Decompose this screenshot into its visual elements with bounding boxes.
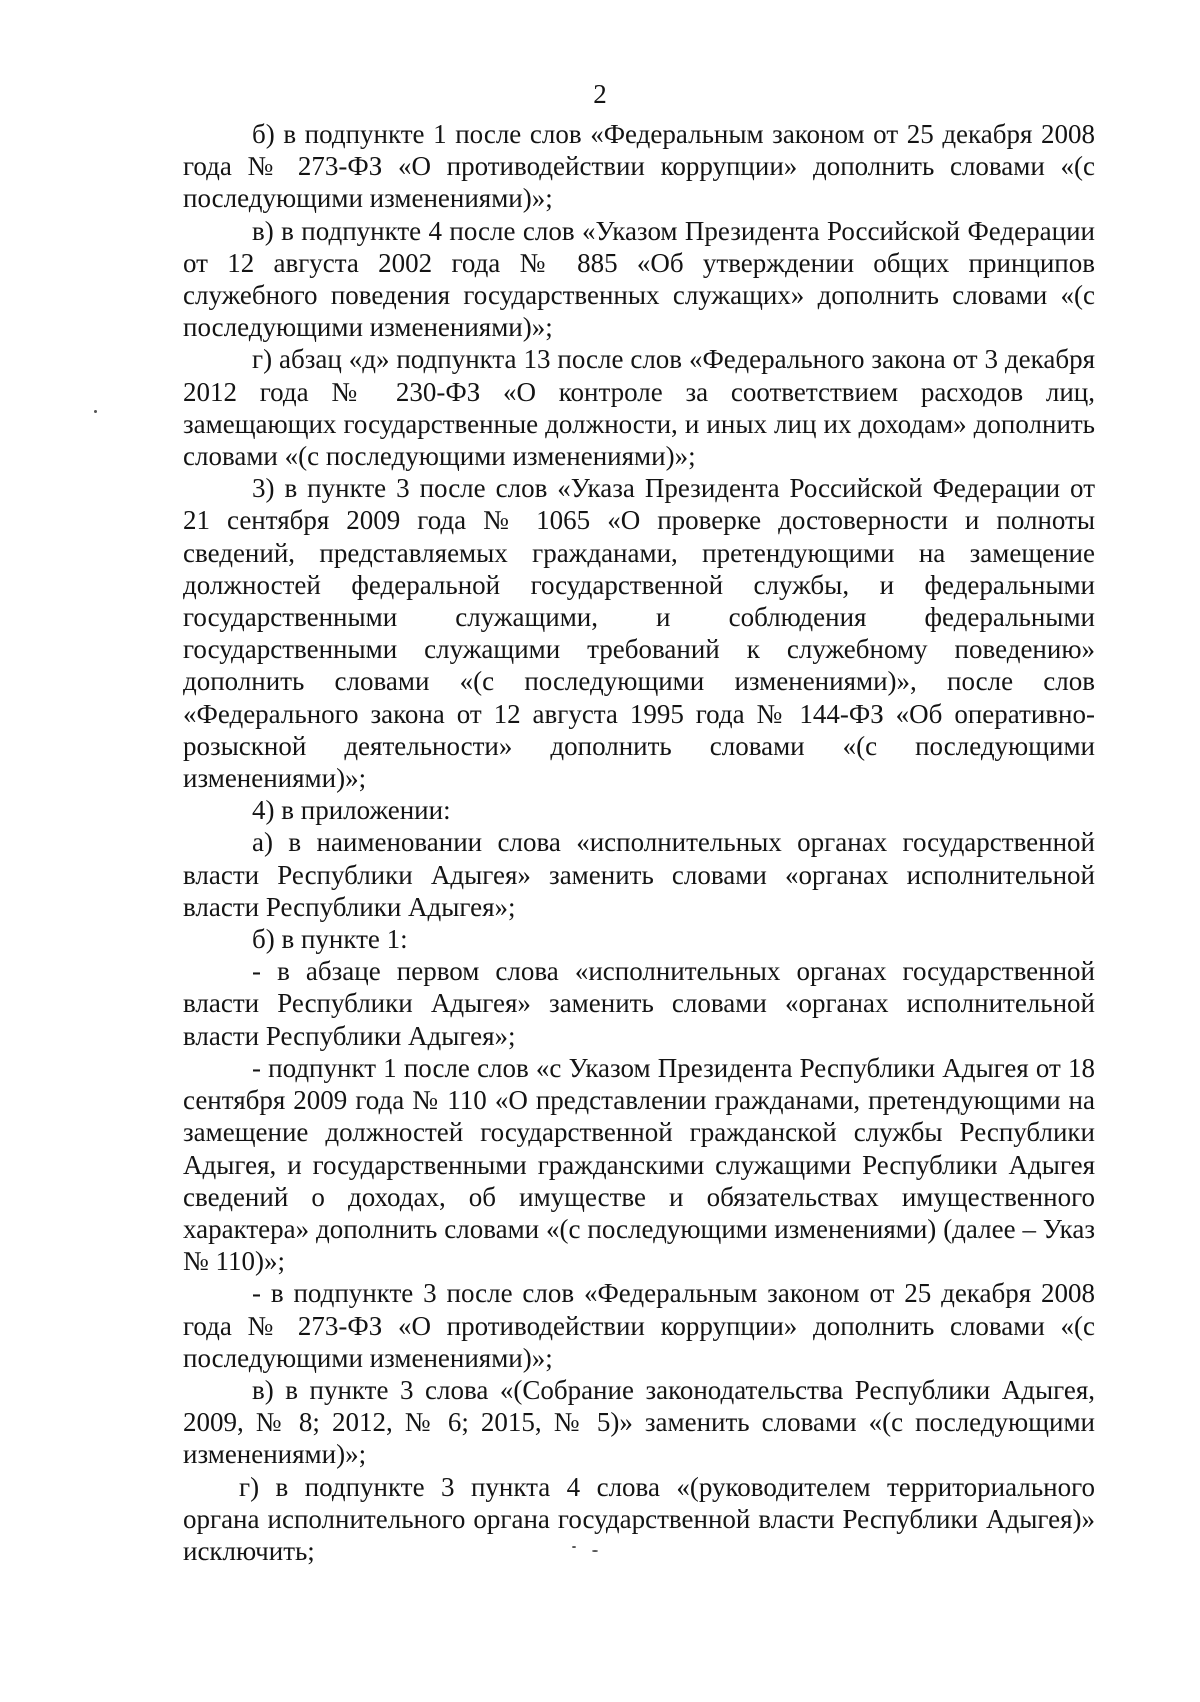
paragraph: - подпункт 1 после слов «с Указом Президента Республики Адыгея от 18 сентября 2009 года № 110 «О представлении гражданами, претендующими на замещение должностей государственной гражданской службы Республики Адыгея, и государственными гражданскими служащими Республики Адыгея сведений о доходах, об имуществе и обязательствах имущественного характера» дополнить словами «(с последующими изменениями) (далее – Указ № 110)»; [183,1052,1095,1277]
paragraph: г) абзац «д» подпункта 13 после слов «Федерального закона от 3 декабря 2012 года № 230-ФЗ «О контроле за соответствием расходов лиц, замещающих государственные должности, и иных лиц их доходам» дополнить словами «(с последующими изменениями)»; [183,344,1095,472]
paragraph: в) в подпункте 4 после слов «Указом Президента Российской Федерации от 12 августа 2002 года № 885 «Об утверждении общих принципов служебного поведения государственных служащих» дополнить словами «(с последующими изменениями)»; [183,215,1095,343]
page-number: 2 [593,79,607,109]
paragraph: 3) в пункте 3 после слов «Указа Президента Российской Федерации от 21 сентября 2009 года № 1065 «О проверке достоверности и полноты сведений, представляемых гражданами, претендующими на замещение должностей федеральной государственной службы, и федеральными государственными служащими, и соблюдения федеральными государственными служащими требований к служебному поведению» дополнить словами «(с последующими изменениями)», после слов «Федерального закона от 12 августа 1995 года № 144-ФЗ «Об оперативно-розыскной деятельности» дополнить словами «(с последующими изменениями)»; [183,473,1095,794]
paragraph: б) в пункте 1: [252,924,408,955]
paragraph: г) в подпункте 3 пункта 4 слова «(руководителем территориального органа исполнительного органа государственной власти Республики Адыгея)» исключить; [183,1471,1095,1566]
paragraph: б) в подпункте 1 после слов «Федеральным законом от 25 декабря 2008 года № 273-ФЗ «О противодействии коррупции» дополнить словами «(с последующими изменениями)»; [183,119,1095,214]
paragraph: - в абзаце первом слова «исполнительных органах государственной власти Республики Адыгея» заменить словами «органах исполнительной власти Республики Адыгея»; [183,956,1095,1051]
document-body [183,118,1095,1567]
scan-speck [94,410,97,413]
paragraph: а) в наименовании слова «исполнительных органах государственной власти Республики Адыгея» заменить словами «органах исполнительной власти Республики Адыгея»; [183,827,1095,922]
paragraph: в) в пункте 3 слова «(Собрание законодательства Республики Адыгея, 2009, № 8; 2012, № 6; 2015, № 5)» заменить словами «(с последующими изменениями)»; [183,1374,1095,1470]
scan-speck [572,1546,576,1548]
paragraph: 4) в приложении: [252,795,451,826]
scan-speck [592,1550,598,1552]
paragraph: - в подпункте 3 после слов «Федеральным законом от 25 декабря 2008 года № 273-ФЗ «О противодействии коррупции» дополнить словами «(с последующими изменениями)»; [183,1278,1095,1373]
